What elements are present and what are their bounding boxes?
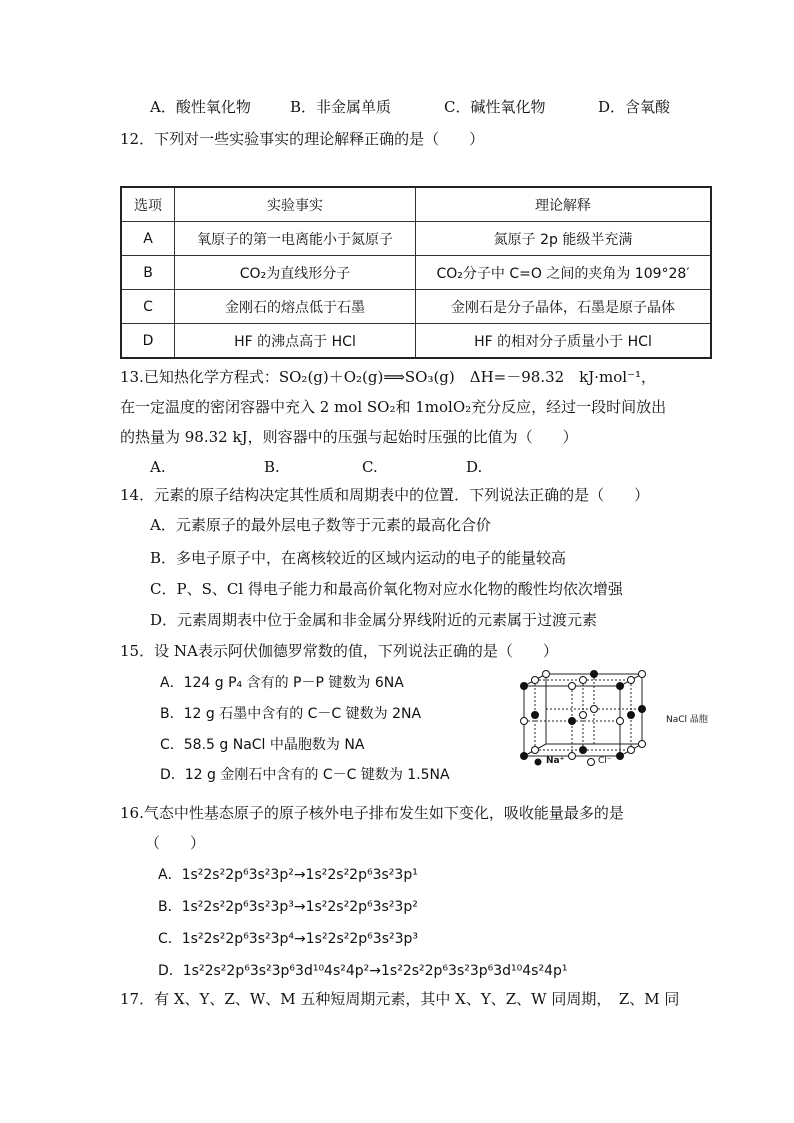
- nacl-unit-cell-figure: [518, 670, 653, 770]
- table-cell: C: [121, 290, 175, 324]
- q14-option-d: D．元素周期表中位于金属和非金属分界线附近的元素属于过渡元素: [150, 611, 598, 629]
- table-header-row: [121, 187, 711, 222]
- table-cell: 金刚石是分子晶体，石墨是原子晶体: [416, 290, 712, 324]
- q15-option-a: A．124 g P₄ 含有的 P－P 键数为 6NA: [160, 675, 404, 691]
- q14-option-c: C．P、S、Cl 得电子能力和最高价氧化物对应水化物的酸性均依次增强: [150, 580, 623, 598]
- table-cell: 氮原子 2p 能级半充满: [416, 222, 712, 256]
- q16-option-d: D．1s²2s²2p⁶3s²3p⁶3d¹⁰4s²4p²→1s²2s²2p⁶3s²3p⁶3d¹⁰4s²4p¹: [158, 963, 568, 979]
- q11-option-c: C．碱性氧化物: [444, 98, 546, 116]
- table-row: [121, 222, 711, 256]
- q16-option-a: A．1s²2s²2p⁶3s²3p²→1s²2s²2p⁶3s²3p¹: [158, 867, 418, 883]
- q15-option-c: C．58.5 g NaCl 中晶胞数为 NA: [160, 737, 365, 753]
- cl-legend-label: Cl⁻: [598, 756, 612, 766]
- q16-stem-paren: （ ）: [145, 834, 206, 852]
- cl-legend-marker: [586, 757, 596, 767]
- table-header: 理论解释: [416, 187, 712, 222]
- q15-stem: 15．设 NA表示阿伏伽德罗常数的值，下列说法正确的是（ ）: [120, 642, 558, 660]
- q14-option-b: B．多电子原子中，在离核较近的区域内运动的电子的能量较高: [150, 549, 567, 567]
- table-cell: A: [121, 222, 175, 256]
- q14-stem: 14．元素的原子结构决定其性质和周期表中的位置．下列说法正确的是（ ）: [120, 486, 650, 504]
- q16-stem: 16.气态中性基态原子的原子核外电子排布发生如下变化，吸收能量最多的是: [120, 804, 624, 822]
- table-cell: HF 的沸点高于 HCl: [175, 324, 416, 359]
- q12-stem: 12．下列对一些实验事实的理论解释正确的是（ ）: [120, 130, 485, 148]
- na-legend-label: Na⁺: [546, 756, 565, 766]
- table-header: 选项: [121, 187, 175, 222]
- q12-table: [120, 186, 712, 359]
- q13-line3: 的热量为 98.32 kJ，则容器中的压强与起始时压强的比值为（ ）: [120, 428, 578, 446]
- q13-option-b: B.: [264, 458, 280, 476]
- nacl-figure-caption: NaCl 晶胞: [666, 715, 708, 725]
- table-row: [121, 324, 711, 359]
- na-legend-marker: [533, 757, 543, 767]
- q13-option-c: C.: [362, 458, 378, 476]
- q13-option-a: A.: [150, 458, 166, 476]
- table-row: [121, 290, 711, 324]
- table-cell: 氧原子的第一电离能小于氮原子: [175, 222, 416, 256]
- q11-option-d: D．含氧酸: [598, 98, 671, 116]
- q13-option-d: D.: [466, 458, 483, 476]
- table-cell: B: [121, 256, 175, 290]
- q13-line2: 在一定温度的密闭容器中充入 2 mol SO₂和 1molO₂充分反应，经过一段时间放出: [120, 398, 667, 416]
- q15-option-b: B．12 g 石墨中含有的 C－C 键数为 2NA: [160, 706, 422, 722]
- table-cell: 金刚石的熔点低于石墨: [175, 290, 416, 324]
- table-row: [121, 256, 711, 290]
- table-cell: CO₂为直线形分子: [175, 256, 416, 290]
- q16-option-c: C．1s²2s²2p⁶3s²3p⁴→1s²2s²2p⁶3s²3p³: [158, 931, 419, 947]
- q11-option-b: B．非金属单质: [290, 98, 392, 116]
- q15-option-d: D．12 g 金刚石中含有的 C－C 键数为 1.5NA: [160, 767, 450, 783]
- q13-line1: 13.已知热化学方程式：SO₂(g)＋O₂(g)⟹SO₃(g) ΔH=－98.32 kJ·mol⁻¹，: [120, 368, 657, 386]
- table-header: 实验事实: [175, 187, 416, 222]
- q16-option-b: B．1s²2s²2p⁶3s²3p³→1s²2s²2p⁶3s²3p²: [158, 899, 418, 915]
- q17-stem: 17．有 X、Y、Z、W、M 五种短周期元素，其中 X、Y、Z、W 同周期， Z、M 同: [120, 990, 680, 1008]
- table-cell: D: [121, 324, 175, 359]
- table-cell: CO₂分子中 C=O 之间的夹角为 109°28′: [416, 256, 712, 290]
- q11-option-a: A．酸性氧化物: [150, 98, 251, 116]
- q14-option-a: A．元素原子的最外层电子数等于元素的最高化合价: [150, 516, 491, 534]
- table-cell: HF 的相对分子质量小于 HCl: [416, 324, 712, 359]
